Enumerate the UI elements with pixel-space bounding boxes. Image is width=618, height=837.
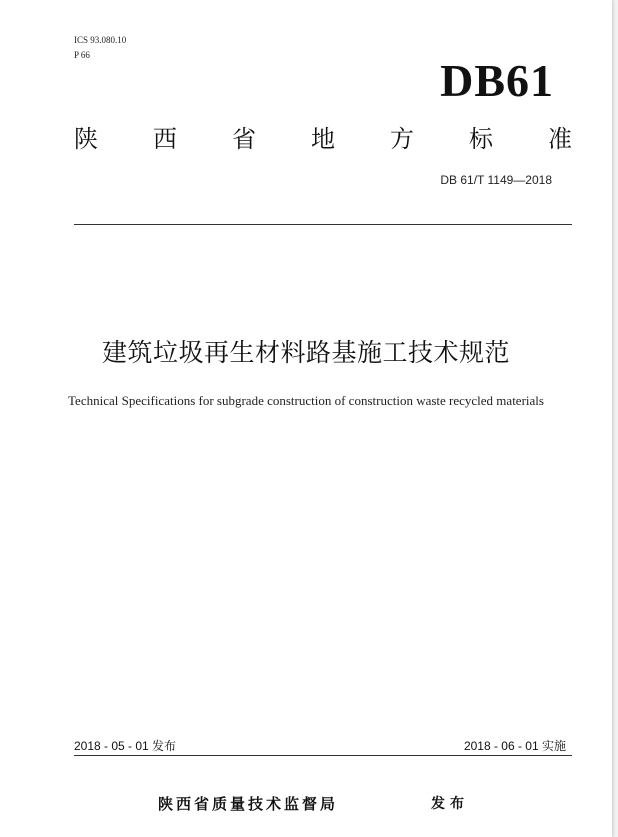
implementation-date: 2018 - 06 - 01 实施: [463, 739, 566, 753]
publisher-name: 陕西省质量技术监督局: [158, 795, 339, 813]
standard-type-char: 准: [548, 125, 572, 153]
standard-type-char: 西: [153, 125, 177, 153]
ics-code: ICS 93.080.10: [74, 35, 127, 45]
title-chinese: 建筑垃圾再生材料路基施工技术规范: [101, 338, 510, 367]
standard-type-char: 方: [390, 125, 414, 153]
bottom-divider: [74, 755, 572, 756]
issue-date: 2018 - 05 - 01 发布: [74, 739, 177, 753]
publish-label: 发布: [431, 796, 469, 812]
db-code: DB61: [440, 55, 554, 106]
ccs-code: P 66: [74, 50, 90, 60]
standard-type-char: 陕: [74, 125, 98, 153]
standard-type-char: 标: [469, 125, 493, 153]
standard-type-char: 地: [311, 125, 335, 153]
title-english: Technical Specifications for subgrade construction of construction waste recycled materials: [68, 393, 544, 408]
standard-type-heading: [74, 124, 572, 154]
standard-type-char: 省: [232, 125, 256, 153]
top-divider: [74, 224, 572, 225]
standard-number: DB 61/T 1149—2018: [440, 173, 552, 187]
